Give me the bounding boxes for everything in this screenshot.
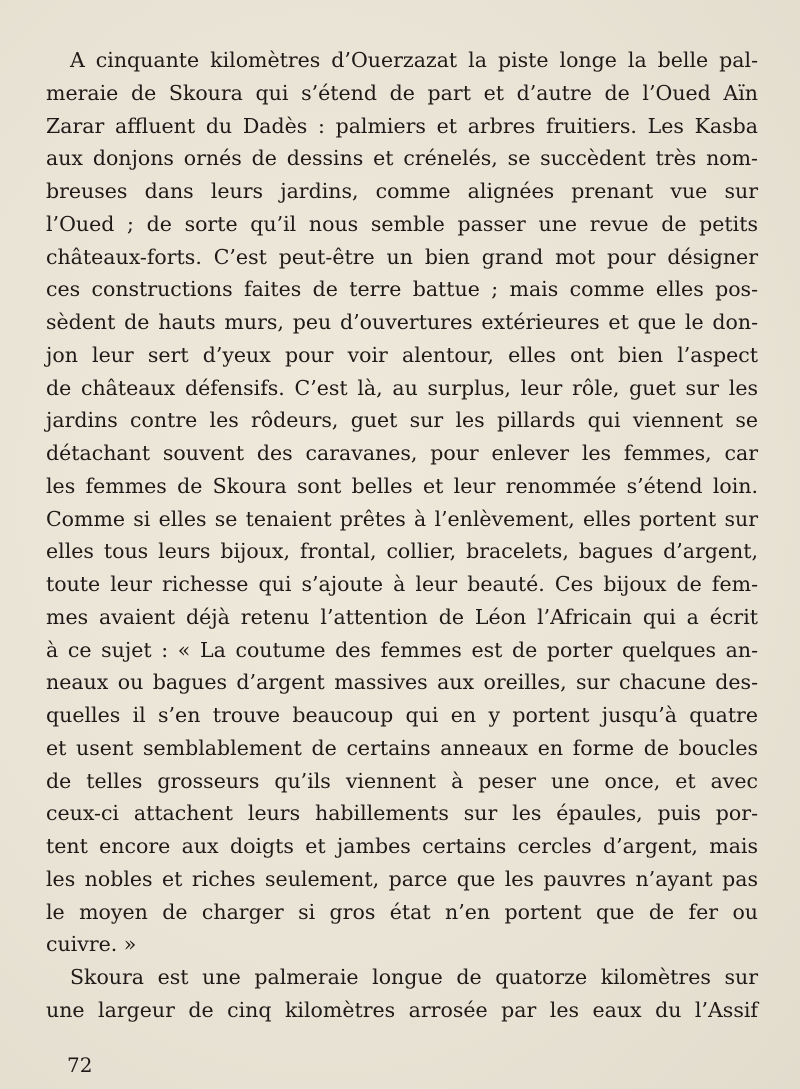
text-line: le moyen de charger si gros état n’en portent que de fer ou <box>46 899 758 924</box>
text-line: une largeur de cinq kilomètres arrosée par les eaux du l’Assif <box>46 997 758 1022</box>
text-line: meraie de Skoura qui s’étend de part et d’autre de l’Oued Aïn <box>46 80 758 105</box>
paragraph-2 <box>46 961 758 1027</box>
text-line: de telles grosseurs qu’ils viennent à peser une once, et avec <box>46 768 758 793</box>
text-line: et usent semblablement de certains anneaux en forme de boucles <box>46 735 758 760</box>
text-line: jon leur sert d’yeux pour voir alentour, elles ont bien l’aspect <box>46 342 758 367</box>
text-line: mes avaient déjà retenu l’attention de Léon l’Africain qui a écrit <box>46 604 758 629</box>
text-line: ceux-ci attachent leurs habillements sur les épaules, puis por- <box>46 801 758 826</box>
text-line: neaux ou bagues d’argent massives aux oreilles, sur chacune des- <box>46 670 758 695</box>
text-line: l’Oued ; de sorte qu’il nous semble passer une revue de petits <box>46 211 758 236</box>
text-line: ces constructions faites de terre battue ; mais comme elles pos- <box>46 277 758 302</box>
text-line: aux donjons ornés de dessins et crénelés, se succèdent très nom- <box>46 146 758 171</box>
text-line: toute leur richesse qui s’ajoute à leur beauté. Ces bijoux de fem- <box>46 572 758 596</box>
text-line: tent encore aux doigts et jambes certains cercles d’argent, mais <box>46 834 758 858</box>
text-line: Skoura est une palmeraie longue de quatorze kilomètres sur <box>70 965 758 989</box>
paragraph-1 <box>46 44 758 961</box>
text-line: à ce sujet : « La coutume des femmes est de porter quelques an- <box>46 637 758 662</box>
text-line: Zarar affluent du Dadès : palmiers et arbres fruitiers. Les Kasba <box>46 113 758 138</box>
text-line: détachant souvent des caravanes, pour enlever les femmes, car <box>46 441 758 465</box>
body-text <box>46 44 758 1027</box>
text-line: les nobles et riches seulement, parce que les pauvres n’ayant pas <box>46 866 758 891</box>
text-line: quelles il s’en trouve beaucoup qui en y portent jusqu’à quatre <box>46 703 758 727</box>
text-line: elles tous leurs bijoux, frontal, collier, bracelets, bagues d’argent, <box>46 539 758 564</box>
text-line: les femmes de Skoura sont belles et leur renommée s’étend loin. <box>46 473 758 498</box>
page-number: 72 <box>67 1053 93 1077</box>
text-line: A cinquante kilomètres d’Ouerzazat la piste longe la belle pal- <box>70 48 758 72</box>
text-line: jardins contre les rôdeurs, guet sur les pillards qui viennent se <box>46 408 758 433</box>
text-line: breuses dans leurs jardins, comme alignées prenant vue sur <box>46 179 758 203</box>
text-line: sèdent de hauts murs, peu d’ouvertures extérieures et que le don- <box>46 310 758 334</box>
text-line: châteaux-forts. C’est peut-être un bien grand mot pour désigner <box>46 244 758 269</box>
text-line: de châteaux défensifs. C’est là, au surplus, leur rôle, guet sur les <box>46 375 758 400</box>
text-line: cuivre. » <box>46 932 137 957</box>
text-line: Comme si elles se tenaient prêtes à l’enlèvement, elles portent sur <box>46 506 758 531</box>
